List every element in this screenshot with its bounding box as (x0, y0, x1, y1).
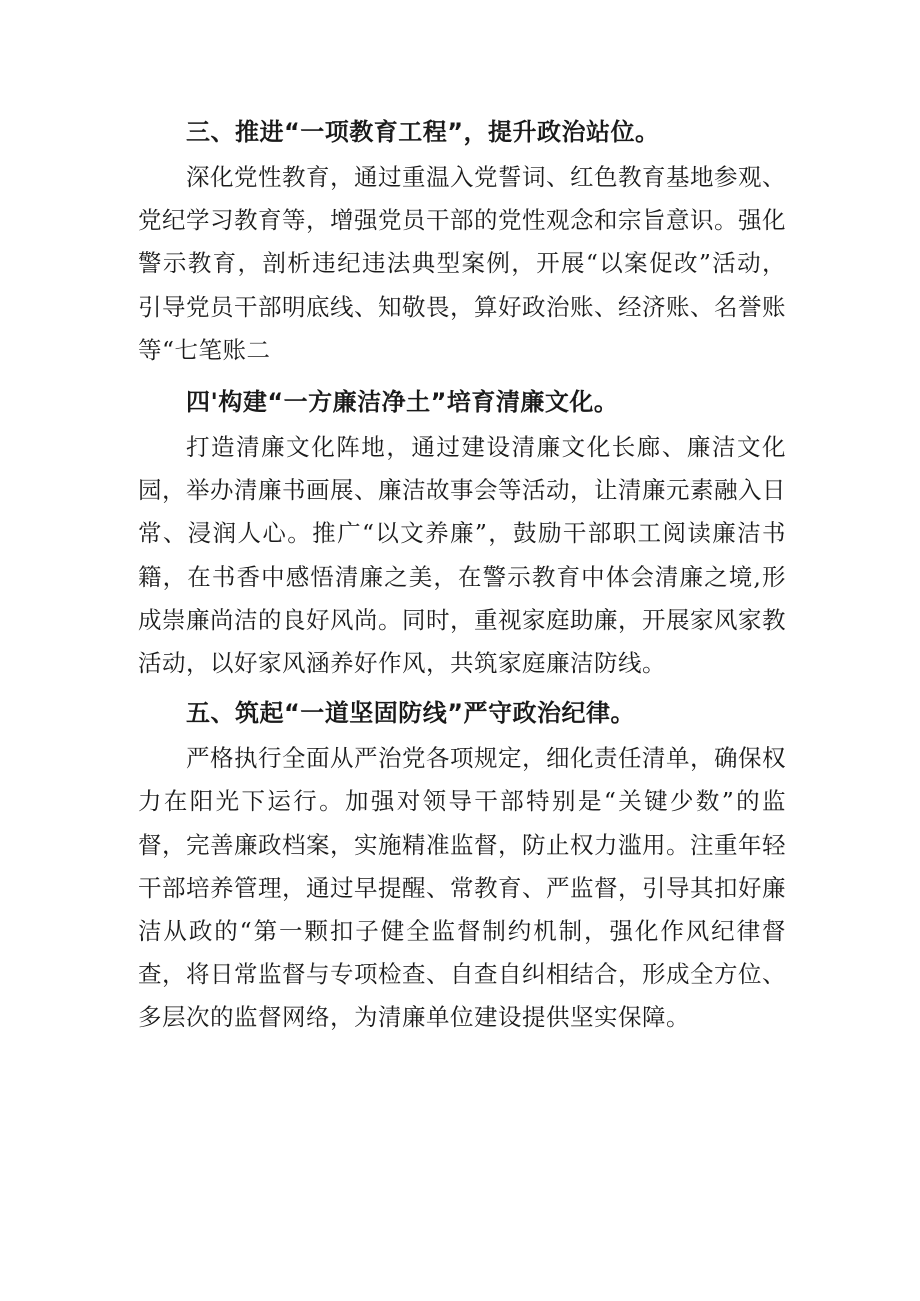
section-3-heading: 三、推进“一项教育工程”，提升政治站位。 (186, 118, 660, 146)
section-4-heading: 四'构建“一方廉洁净土”培育清廉文化。 (186, 388, 619, 417)
section-5-paragraph: 严格执行全面从严治党各项规定，细化责任清单，确保权力在阳光下运行。加强对领导干部特别是“关键少数”的监督，完善廉政档案，实施精准监督，防止权力滥用。注重年轻干部培养管理，通过早提醒、常教育、严监督，引导其扣好廉洁从政的“第一颗扣子健全监督制约机制，强化作风纪律督查，将日常监督与专项检查、自查自纠相结合，形成全方位、多层次的监督网络，为清廉单位建设提供坚实保障。 (138, 744, 786, 1032)
section-3-paragraph: 深化党性教育，通过重温入党誓词、红色教育基地参观、党纪学习教育等，增强党员干部的党性观念和宗旨意识。强化警示教育，剖析违纪违法典型案例，开展“以案促改”活动，引导党员干部明底线、知敬畏，算好政治账、经济账、名誉账等“七笔账二 (138, 163, 786, 364)
document-body (138, 110, 786, 1040)
section-4-paragraph: 打造清廉文化阵地，通过建设清廉文化长廊、廉洁文化园，举办清廉书画展、廉洁故事会等活动，让清廉元素融入日常、浸润人心。推广“以文养廉”，鼓励干部职工阅读廉洁书籍，在书香中感悟清廉之美，在警示教育中体会清廉之境,形成崇廉尚洁的良好风尚。同时，重视家庭助廉，开展家风家教活动，以好家风涵养好作风，共筑家庭廉洁防线。 (138, 433, 786, 678)
section-5-heading: 五、筑起“一道坚固防线”严守政治纪律。 (186, 699, 636, 728)
